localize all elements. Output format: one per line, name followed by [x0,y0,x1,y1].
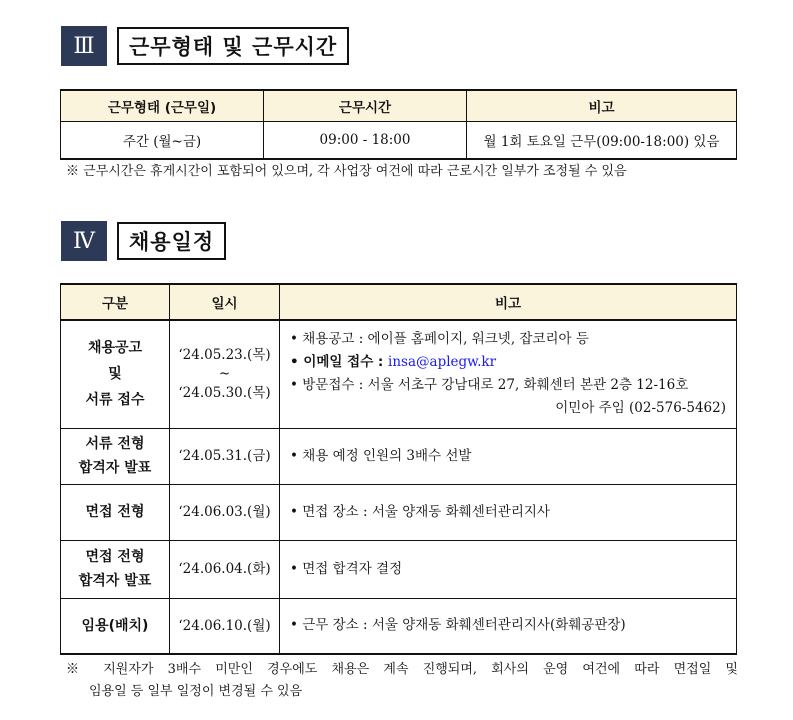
category-line: 합격자 발표 [78,460,152,476]
category-cell [61,598,170,654]
category-line: 면접 전형 [85,549,145,565]
table-header-row [61,284,737,320]
table-row [61,428,737,484]
section-3-title: 근무형태 및 근무시간 [117,27,349,65]
work-hours-table [60,89,737,160]
category-line: 채용공고 [87,340,143,357]
note-line: • 채용공고 : 에이플 홈페이지, 워크넷, 잡코리아 등 [290,331,589,348]
date-cell: ‘24.06.04.(화) [170,540,280,598]
date-line: ~ [218,366,231,383]
date-line: ‘24.05.30.(목) [178,385,271,402]
note-cell: • 면접 합격자 결정 [280,540,737,598]
category-cell [61,320,170,428]
note-cell: • 채용 예정 인원의 3배수 선발 [280,428,737,484]
section-4-numeral: Ⅳ [61,221,107,261]
category-line: 서류 접수 [85,392,145,409]
category-cell [61,540,170,598]
column-header: 일시 [170,284,280,320]
note-cell: 월 1회 토요일 근무(09:00-18:00) 있음 [467,122,737,160]
column-header: 비고 [280,284,737,320]
table-row [61,540,737,598]
note-line: • 방문접수 : 서울 서초구 강남대로 27, 화훼센터 본관 2층 12-16호 [290,377,689,394]
section-3-footnote: ※ 근무시간은 휴게시간이 포함되어 있으며, 각 사업장 여건에 따라 근로시간 일부가 조정될 수 있음 [66,164,627,179]
category-cell [61,428,170,484]
section-3-numeral: Ⅲ [61,26,107,66]
date-cell: ‘24.05.31.(금) [170,428,280,484]
note-cell: • 근무 장소 : 서울 양재동 화훼센터관리지사(화훼공판장) [280,598,737,654]
category-line: 임용(배치) [81,617,149,634]
date-cell: ‘24.06.10.(월) [170,598,280,654]
date-cell [170,320,280,428]
email-link[interactable]: insa@aplegw.kr [388,354,497,371]
table-row [61,598,737,654]
footnote-line: 임용일 등 일부 일정이 변경될 수 있음 [89,684,303,699]
category-cell [61,484,170,540]
email-label: • 이메일 접수 : [290,354,389,371]
work-hours-cell: 09:00 - 18:00 [264,122,467,160]
section-4-footnote [66,659,738,703]
work-type-cell: 주간 (월~금) [61,122,264,160]
category-line: 합격자 발표 [78,573,152,589]
section-4-header [61,221,226,261]
note-cell [280,320,737,428]
category-line: 면접 전형 [85,504,145,520]
column-header: 비고 [467,90,737,122]
table-row [61,484,737,540]
note-line [290,351,736,374]
section-4-title: 채용일정 [117,222,226,260]
category-line: 및 [108,366,122,383]
table-row [61,122,737,160]
column-header: 근무형태 (근무일) [61,90,264,122]
section-3-header [61,26,349,66]
date-cell: ‘24.06.03.(월) [170,484,280,540]
note-cell: • 면접 장소 : 서울 양재동 화훼센터관리지사 [280,484,737,540]
column-header: 근무시간 [264,90,467,122]
column-header: 구분 [61,284,170,320]
recruitment-schedule-table [60,283,737,655]
contact-line: 이민아 주임 (02-576-5462) [555,400,726,417]
date-line: ‘24.05.23.(목) [178,347,271,364]
table-header-row [61,90,737,122]
category-line: 서류 전형 [85,436,145,452]
footnote-line: ※ 지원자가 3배수 미만인 경우에도 채용은 계속 진행되며, 회사의 운영 여건에 따라 면접일 및 [66,662,738,677]
table-row [61,320,737,428]
